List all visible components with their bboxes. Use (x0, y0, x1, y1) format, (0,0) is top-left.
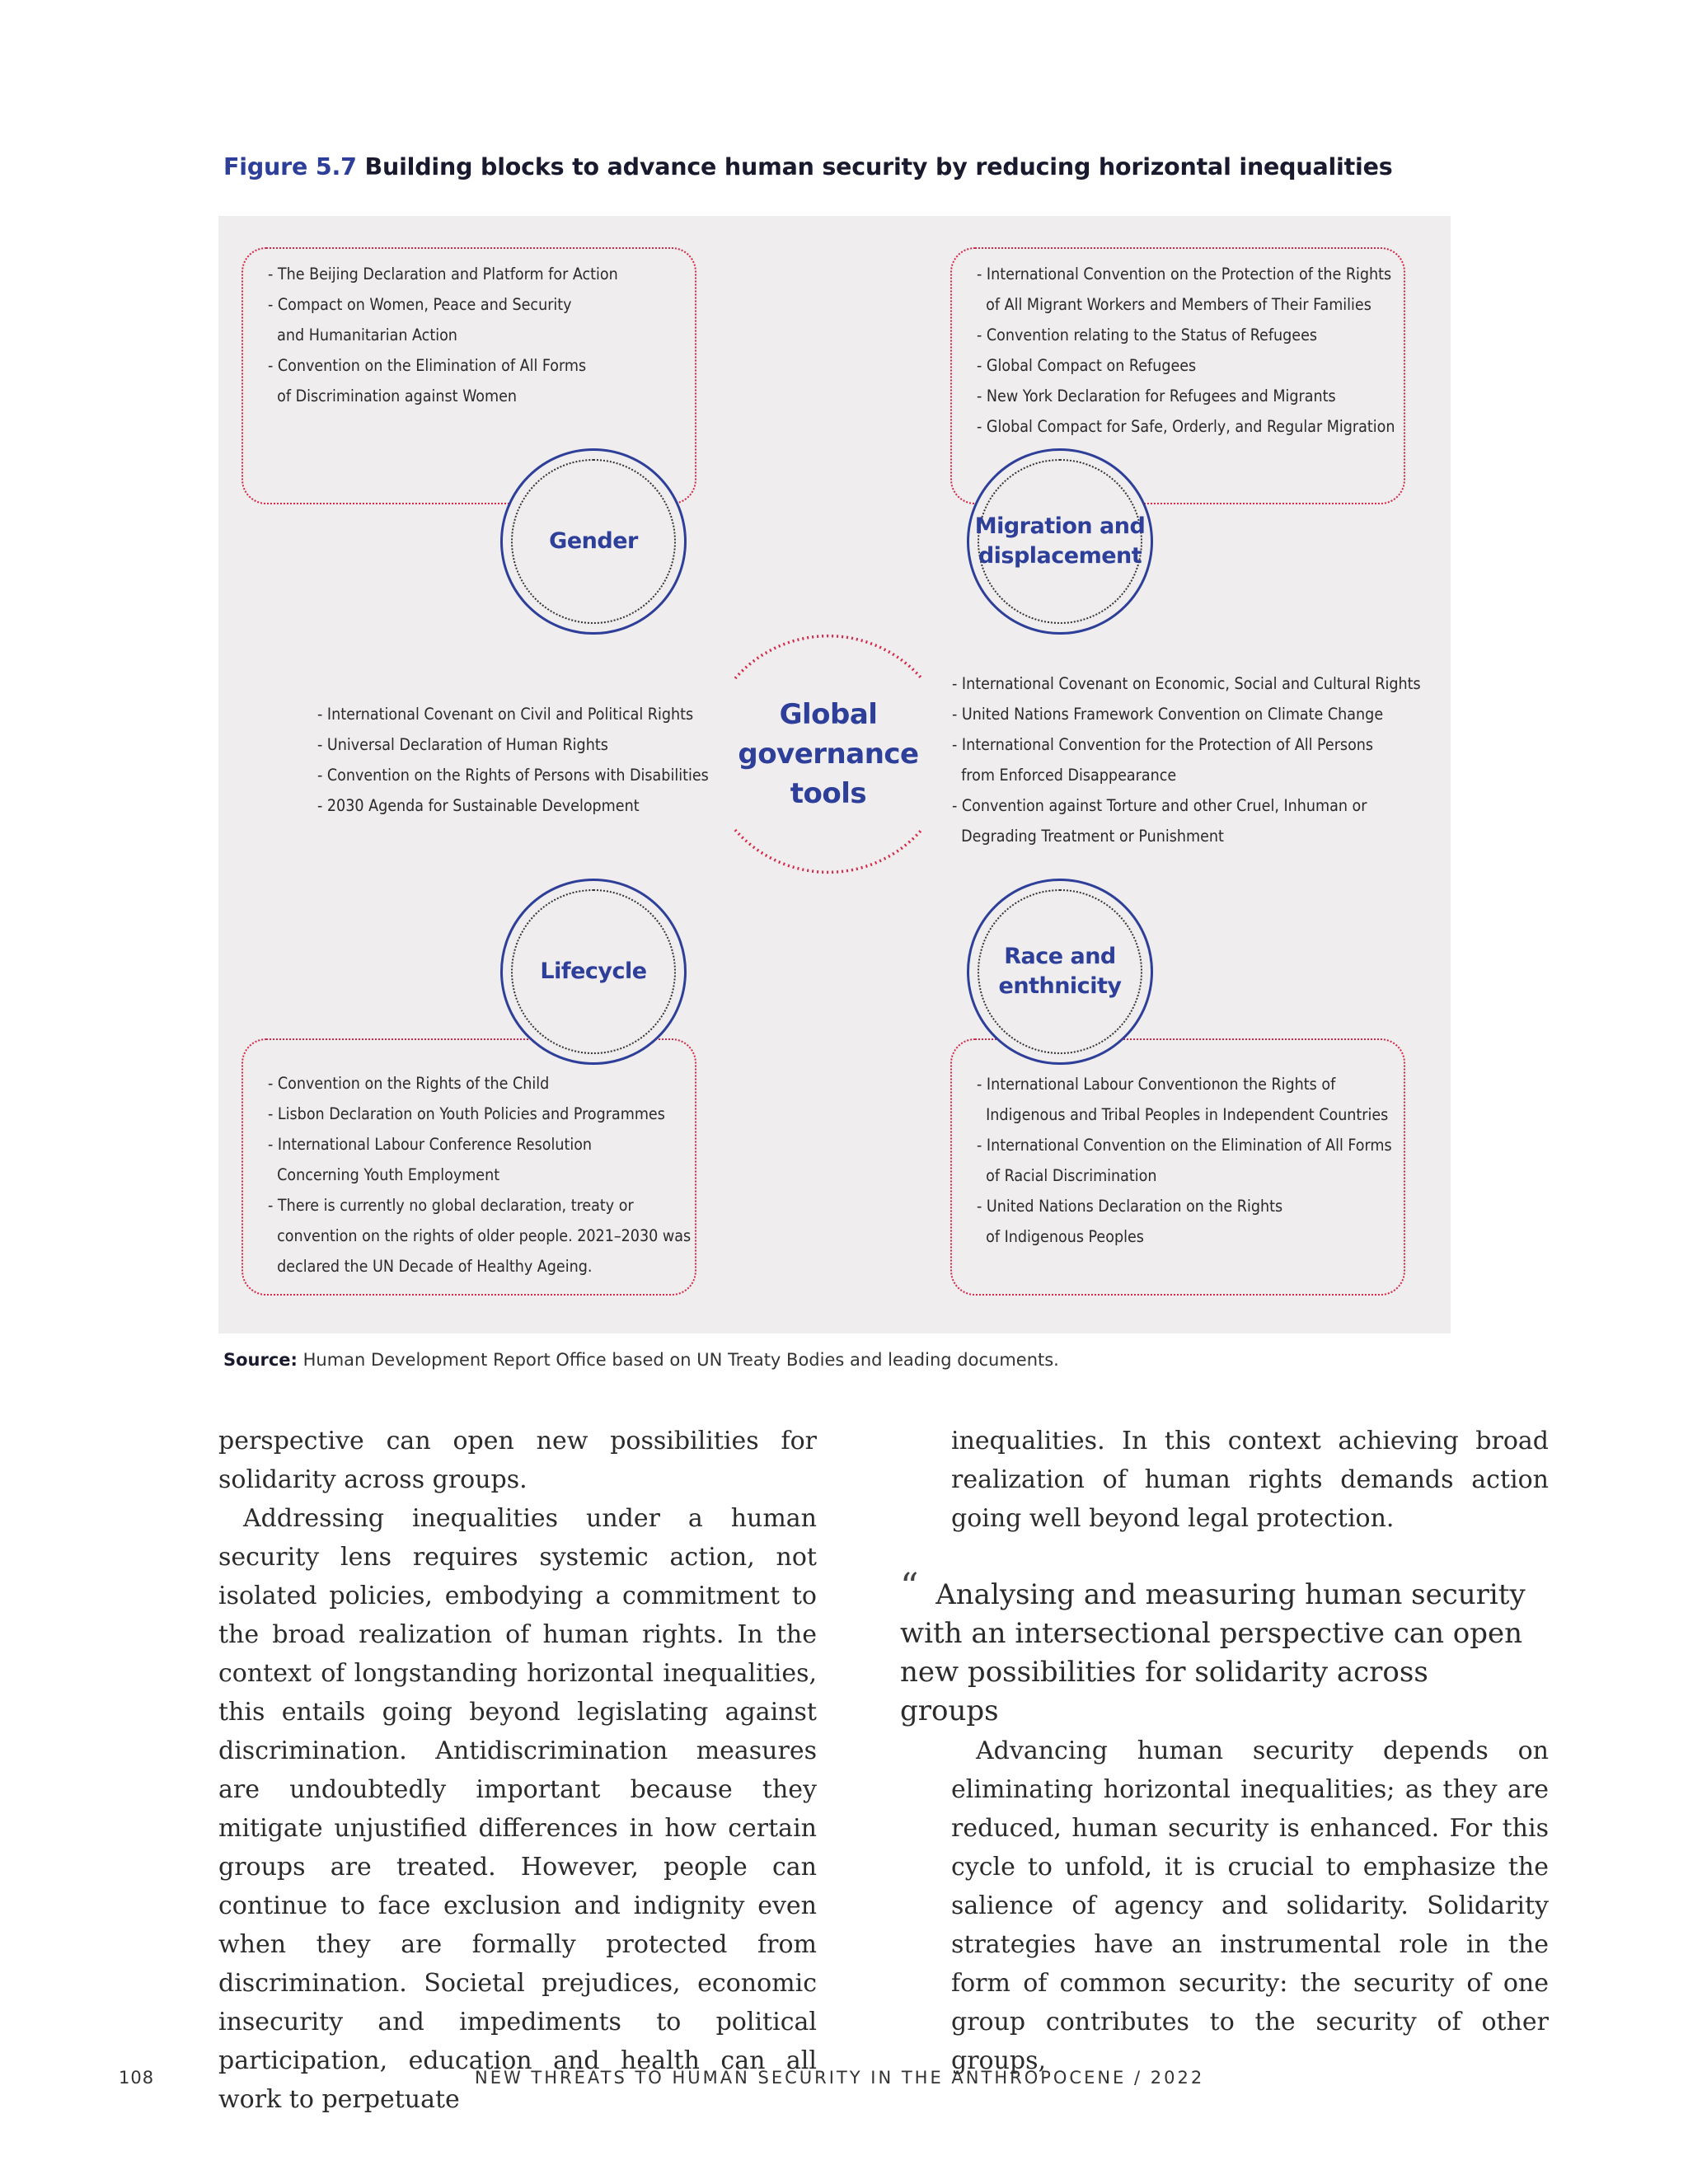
migration-circle (967, 448, 1153, 635)
body-column-left (218, 1422, 817, 2119)
list-item: - New York Declaration for Refugees and Migrants (977, 387, 1336, 405)
list-item: Concerning Youth Employment (268, 1165, 500, 1184)
list-item: - There is currently no global declaration, treaty or (268, 1196, 634, 1215)
list-item: convention on the rights of older people. 2021–2030 was (268, 1226, 692, 1245)
list-item: - Convention on the Rights of Persons with Disabilities (317, 766, 709, 785)
general-right-list (952, 668, 1421, 851)
paragraph: Advancing human security depends on eliminating horizontal inequalities; as they are reduced, human security is enhanced. For this cycle to unfold, it is crucial to emphasize the salience of agency and solidarity. Solidarity strategies have an instrumental role in the form of common security: the security of one group contributes to the security of other groups, (951, 1736, 1549, 2075)
paragraph: Addressing inequalities under a human security lens requires systemic action, not isolated policies, embodying a commitment to the broad realization of human rights. In the context of longstanding horizontal inequalities, this entails going beyond legislating against discrimination. Antidiscrimination measures are undoubtedly important because they mitigate unjustified differences in how certain groups are treated. However, people can continue to face exclusion and indignity even when they are formally protected from discrimination. Societal prejudices, economic insecurity and impediments to political participation, education and health can all work to perpetuate (218, 1504, 817, 2114)
list-item: - The Beijing Declaration and Platform for Action (268, 265, 618, 284)
lifecycle-list (268, 1068, 691, 1282)
list-item: - International Labour Conference Resolution (268, 1135, 593, 1154)
list-item: and Humanitarian Action (268, 326, 457, 344)
quote-mark-icon: “ (900, 1566, 919, 1608)
list-item: - Universal Declaration of Human Rights (317, 735, 608, 754)
migration-label: Migration and displacement (974, 513, 1146, 569)
figure-title (223, 153, 1393, 180)
list-item: - International Labour Conventionon the Rights of (977, 1075, 1336, 1094)
figure-source: Source: Human Development Report Office based on UN Treaty Bodies and leading documents. (223, 1350, 1059, 1370)
list-item: - Convention against Torture and other Cruel, Inhuman or (952, 796, 1367, 815)
list-item: Indigenous and Tribal Peoples in Independent Countries (977, 1105, 1389, 1124)
list-item: - United Nations Framework Convention on Climate Change (952, 705, 1384, 724)
page-number: 108 (119, 2068, 155, 2088)
list-item: - International Convention on the Elimination of All Forms (977, 1136, 1392, 1155)
list-item: - Global Compact for Safe, Orderly, and Regular Migration (977, 417, 1395, 436)
list-item: of Discrimination against Women (268, 387, 518, 405)
list-item: - Global Compact on Refugees (977, 356, 1197, 375)
gender-circle (500, 448, 687, 635)
list-item: of Indigenous Peoples (977, 1227, 1144, 1246)
race-list (977, 1069, 1392, 1252)
list-item: - United Nations Declaration on the Rights (977, 1197, 1283, 1216)
list-item: - International Convention on the Protection of the Rights (977, 265, 1392, 284)
global-governance-center (717, 630, 940, 878)
race-label: Race and enthnicity (998, 944, 1122, 999)
center-label: Global governance tools (738, 698, 919, 810)
list-item: from Enforced Disappearance (952, 766, 1177, 785)
lifecycle-label: Lifecycle (540, 958, 647, 984)
paragraph: perspective can open new possibilities for solidarity across groups. (218, 1427, 817, 1494)
quote-text: Analysing and measuring human security with an intersectional perspective can open new possibilities for solidarity across groups (900, 1578, 1526, 1727)
figure-number: Figure 5.7 (223, 153, 357, 180)
figure-title-text: Building blocks to advance human security by reducing horizontal inequalities (364, 153, 1393, 180)
list-item: Degrading Treatment or Punishment (952, 827, 1224, 846)
list-item: - Convention on the Elimination of All Forms (268, 356, 587, 375)
race-circle (967, 879, 1153, 1065)
list-item: - International Convention for the Protection of All Persons (952, 735, 1374, 754)
list-item: - Convention on the Rights of the Child (268, 1074, 550, 1093)
list-item: of Racial Discrimination (977, 1166, 1157, 1185)
list-item: declared the UN Decade of Healthy Ageing. (268, 1257, 593, 1276)
general-left-list (317, 699, 709, 821)
gender-label: Gender (549, 528, 638, 554)
list-item: of All Migrant Workers and Members of Their Families (977, 295, 1372, 314)
list-item: - International Covenant on Economic, Social and Cultural Rights (952, 674, 1421, 693)
paragraph: inequalities. In this context achieving broad realization of human rights demands action going well beyond legal protection. (951, 1427, 1549, 1533)
gender-list (268, 259, 618, 411)
migration-list (977, 259, 1395, 442)
list-item: - 2030 Agenda for Sustainable Development (317, 796, 640, 815)
running-footer: NEW THREATS TO HUMAN SECURITY IN THE ANTHROPOCENE / 2022 (475, 2068, 1205, 2088)
list-item: - International Covenant on Civil and Political Rights (317, 705, 694, 724)
pull-quote (900, 1566, 1526, 1731)
body-column-right (951, 1422, 1549, 1538)
list-item: - Compact on Women, Peace and Security (268, 295, 572, 314)
list-item: - Convention relating to the Status of Refugees (977, 326, 1318, 344)
list-item: - Lisbon Declaration on Youth Policies and Programmes (268, 1104, 665, 1123)
lifecycle-circle (500, 879, 687, 1065)
